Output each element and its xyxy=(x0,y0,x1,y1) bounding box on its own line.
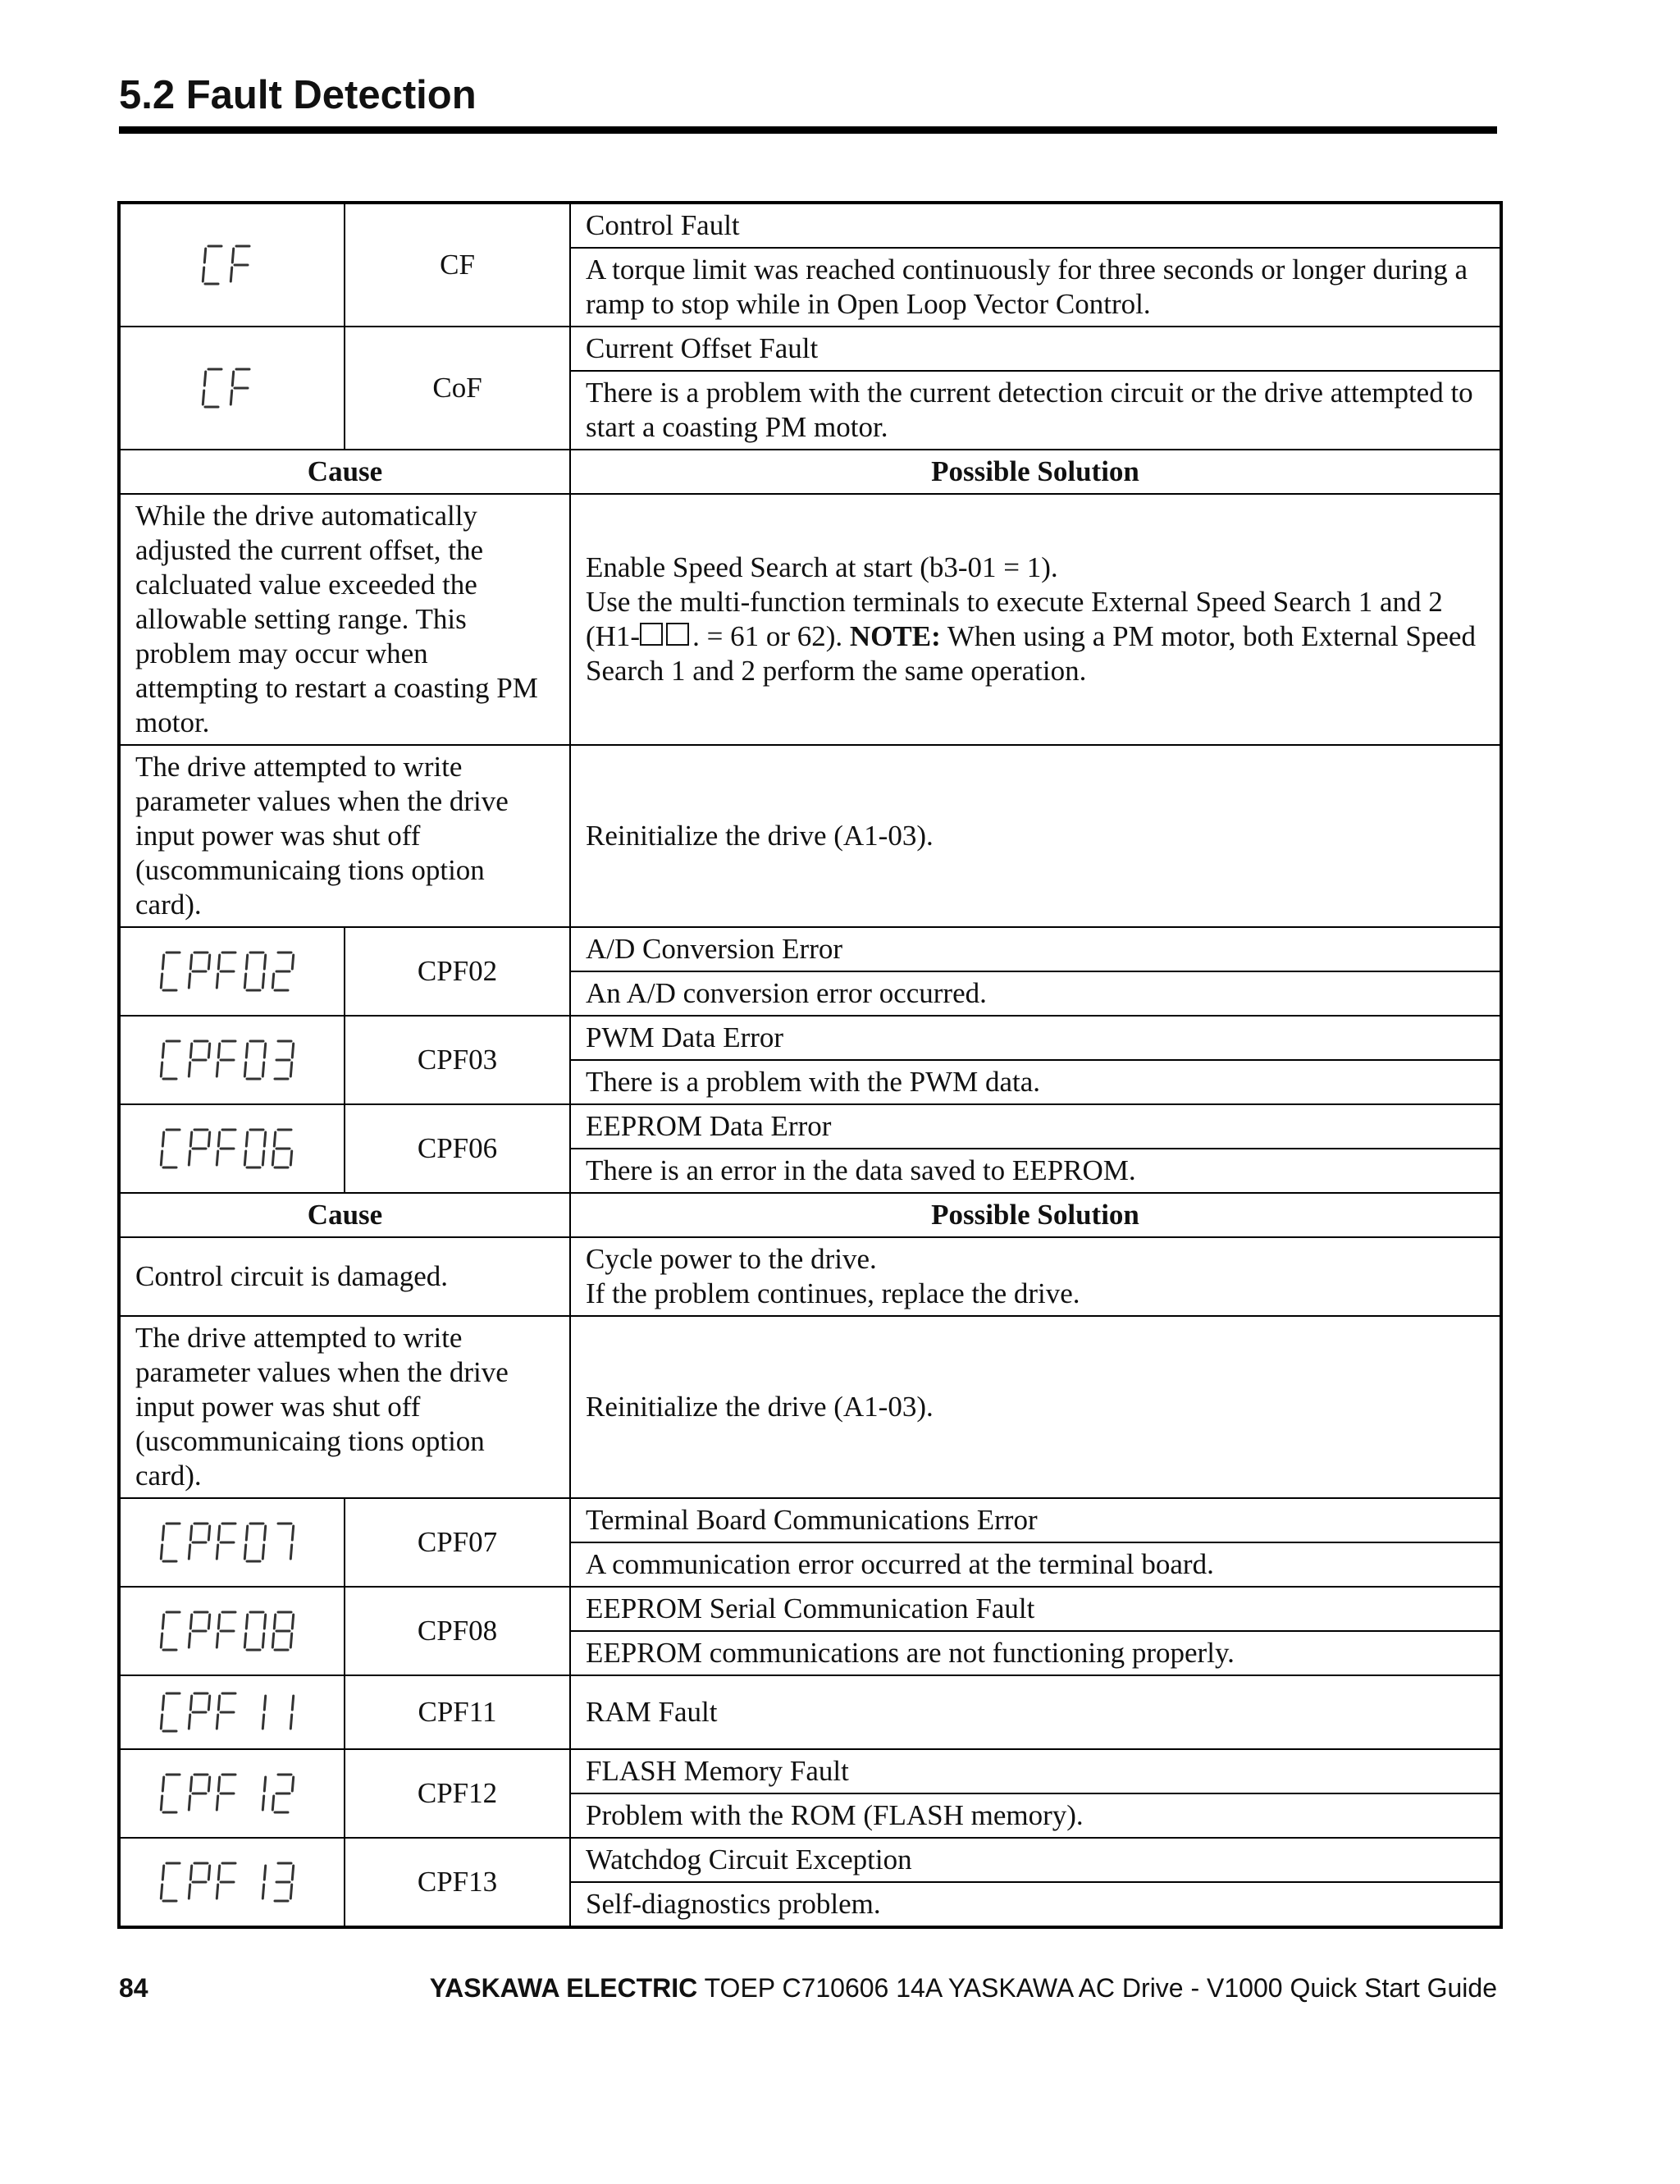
seg-display-cpf03 xyxy=(119,1016,345,1104)
fault-name: A/D Conversion Error xyxy=(570,927,1501,971)
solution-line: (H1- xyxy=(586,620,641,652)
fault-name: FLASH Memory Fault xyxy=(570,1749,1501,1793)
fault-code: CPF02 xyxy=(345,927,570,1016)
fault-description: A communication error occurred at the terminal board. xyxy=(570,1542,1501,1587)
fault-name: Terminal Board Communications Error xyxy=(570,1498,1501,1542)
fault-name: PWM Data Error xyxy=(570,1016,1501,1060)
fault-code: CPF11 xyxy=(345,1675,570,1749)
fault-name: EEPROM Serial Communication Fault xyxy=(570,1587,1501,1631)
fault-row-cpf12 xyxy=(119,1749,1501,1793)
seven-segment-icon xyxy=(159,951,305,992)
fault-row-cpf08 xyxy=(119,1587,1501,1631)
solution-header: Possible Solution xyxy=(570,450,1501,494)
seven-segment-icon xyxy=(159,1128,305,1169)
fault-code: CPF03 xyxy=(345,1016,570,1104)
fault-code: CPF08 xyxy=(345,1587,570,1675)
fault-code: CPF07 xyxy=(345,1498,570,1587)
fault-row-cpf03 xyxy=(119,1016,1501,1060)
footer-doc-text: TOEP C710606 14A YASKAWA AC Drive - V1000 Quick Start Guide xyxy=(704,1973,1497,2003)
solution-line: If the problem continues, replace the drive. xyxy=(586,1277,1080,1309)
solution-line: Enable Speed Search at start (b3-01 = 1). xyxy=(586,551,1058,583)
seven-segment-icon xyxy=(201,368,263,409)
cause-row xyxy=(119,494,1501,745)
placeholder-box-icon xyxy=(640,623,663,646)
fault-description: An A/D conversion error occurred. xyxy=(570,971,1501,1016)
seg-display-cpf02 xyxy=(119,927,345,1016)
fault-name: Current Offset Fault xyxy=(570,327,1501,371)
fault-code: CPF12 xyxy=(345,1749,570,1838)
solution-line: . = 61 or 62). xyxy=(692,620,843,652)
cause-row xyxy=(119,1237,1501,1316)
fault-name: RAM Fault xyxy=(570,1675,1501,1749)
solution-line: Cycle power to the drive. xyxy=(586,1243,877,1275)
fault-code: CF xyxy=(345,203,570,327)
seven-segment-icon xyxy=(159,1862,305,1903)
seven-segment-icon xyxy=(159,1611,305,1652)
fault-table xyxy=(117,201,1503,1929)
cause-header-row xyxy=(119,450,1501,494)
solution-text xyxy=(570,1237,1501,1316)
fault-description: There is a problem with the PWM data. xyxy=(570,1060,1501,1104)
fault-name: EEPROM Data Error xyxy=(570,1104,1501,1149)
cause-text: The drive attempted to write parameter values when the drive input power was shut off (uscommunicaing tions option card). xyxy=(119,745,570,927)
cause-row xyxy=(119,745,1501,927)
seg-display-cpf11 xyxy=(119,1675,345,1749)
fault-name: Control Fault xyxy=(570,203,1501,248)
fault-description: Self-diagnostics problem. xyxy=(570,1882,1501,1927)
heading-rule xyxy=(119,126,1497,134)
solution-line: Use the multi-function terminals to execute External Speed Search 1 and 2 xyxy=(586,586,1443,618)
seg-display-cpf12 xyxy=(119,1749,345,1838)
fault-description: A torque limit was reached continuously for three seconds or longer during a ramp to stop while in Open Loop Vector Control. xyxy=(570,248,1501,327)
note-text: When using a PM motor, both External Speed Search 1 and 2 perform the same operation. xyxy=(586,620,1476,687)
fault-code: CPF13 xyxy=(345,1838,570,1927)
fault-code: CoF xyxy=(345,327,570,450)
seg-display-cf xyxy=(119,203,345,327)
note-label: NOTE: xyxy=(849,620,941,652)
cause-header: Cause xyxy=(119,1193,570,1237)
cause-header-row xyxy=(119,1193,1501,1237)
fault-code: CPF06 xyxy=(345,1104,570,1193)
fault-row-cpf02 xyxy=(119,927,1501,971)
fault-row-cpf07 xyxy=(119,1498,1501,1542)
seg-display-cpf06 xyxy=(119,1104,345,1193)
seven-segment-icon xyxy=(159,1522,305,1563)
solution-header: Possible Solution xyxy=(570,1193,1501,1237)
seven-segment-icon xyxy=(159,1773,305,1814)
fault-row-cpf06 xyxy=(119,1104,1501,1149)
fault-row-cf xyxy=(119,203,1501,248)
cause-header: Cause xyxy=(119,450,570,494)
solution-text: Reinitialize the drive (A1-03). xyxy=(570,1316,1501,1498)
fault-name: Watchdog Circuit Exception xyxy=(570,1838,1501,1882)
seven-segment-icon xyxy=(159,1039,305,1081)
page-number: 84 xyxy=(119,1973,148,2003)
cause-text: Control circuit is damaged. xyxy=(119,1237,570,1316)
solution-text: Reinitialize the drive (A1-03). xyxy=(570,745,1501,927)
fault-description: There is a problem with the current detection circuit or the drive attempted to start a coasting PM motor. xyxy=(570,371,1501,450)
seven-segment-icon xyxy=(159,1692,305,1733)
fault-row-cpf11 xyxy=(119,1675,1501,1749)
seg-display-cpf08 xyxy=(119,1587,345,1675)
footer-brand: YASKAWA ELECTRIC xyxy=(429,1973,698,2003)
fault-row-cof xyxy=(119,327,1501,371)
placeholder-box-icon xyxy=(666,623,689,646)
seg-display-cpf13 xyxy=(119,1838,345,1927)
seg-display-cof xyxy=(119,327,345,450)
cause-text: The drive attempted to write parameter values when the drive input power was shut off (uscommunicaing tions option card). xyxy=(119,1316,570,1498)
fault-description: EEPROM communications are not functioning properly. xyxy=(570,1631,1501,1675)
seg-display-cpf07 xyxy=(119,1498,345,1587)
fault-description: Problem with the ROM (FLASH memory). xyxy=(570,1793,1501,1838)
cause-text: While the drive automatically adjusted the current offset, the calcluated value exceeded the allowable setting range. This problem may occur when attempting to restart a coasting PM motor. xyxy=(119,494,570,745)
fault-row-cpf13 xyxy=(119,1838,1501,1882)
fault-description: There is an error in the data saved to EEPROM. xyxy=(570,1149,1501,1193)
cause-row xyxy=(119,1316,1501,1498)
seven-segment-icon xyxy=(201,244,263,286)
section-title: 5.2 Fault Detection xyxy=(119,73,477,117)
solution-text xyxy=(570,494,1501,745)
footer-doc-info xyxy=(430,1973,1497,2004)
